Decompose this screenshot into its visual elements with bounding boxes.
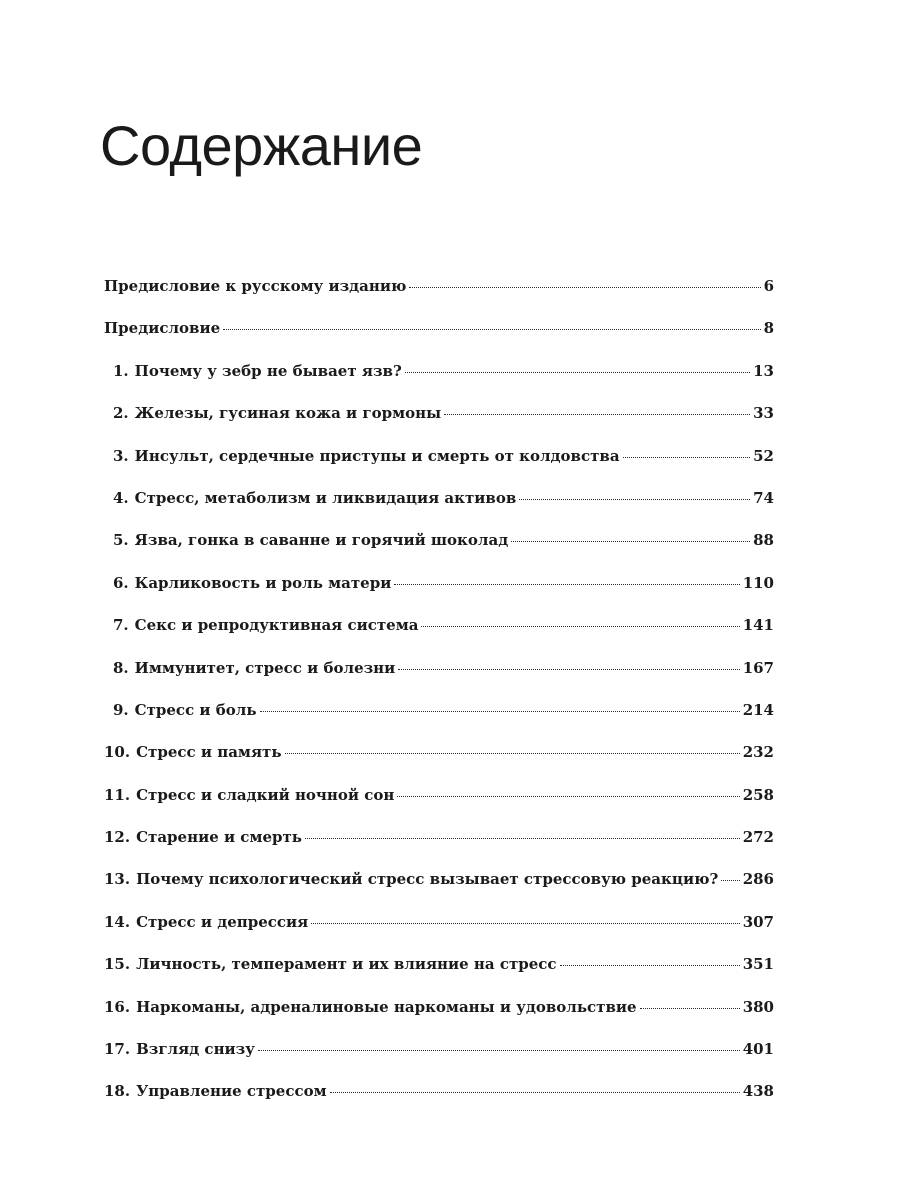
dot-leader [405,372,750,373]
toc-entry-page-number: 6 [763,277,774,295]
toc-entry-number: 11. [104,785,131,804]
toc-entry[interactable] [104,307,774,349]
toc-entry-title: Наркоманы, адреналиновые наркоманы и удовольствие [136,997,637,1016]
dot-leader [330,1092,740,1093]
toc-entry-title: Стресс и депрессия [136,912,309,931]
toc-entry-title: Инсульт, сердечные приступы и смерть от колдовства [134,446,620,465]
dot-leader [640,1008,740,1009]
toc-entry[interactable] [104,265,774,307]
toc-entry-title: Стресс и боль [134,700,257,719]
toc-entry[interactable] [104,435,774,477]
toc-entry[interactable] [104,901,774,943]
toc-entry-page-number: 380 [742,997,774,1016]
toc-entry-number: 13. [104,870,131,889]
toc-entry-page-number: 232 [742,743,774,762]
toc-entry-title: Почему психологический стресс вызывает стрессовую реакцию? [136,870,719,889]
dot-leader [398,669,739,670]
dot-leader [394,584,739,585]
toc-entry-number: 8. [113,658,129,677]
toc-entry-page-number: 307 [742,912,774,931]
toc-entry[interactable] [104,858,774,900]
toc-entry-number: 18. [104,1082,131,1101]
dot-leader [721,880,739,881]
toc-entry-page-number: 141 [742,616,774,635]
dot-leader [519,499,750,500]
toc-entry[interactable] [104,1070,774,1112]
toc-entry-page-number: 286 [742,870,774,889]
toc-entry-title: Предисловие [104,319,221,338]
toc-entry[interactable] [104,519,774,561]
toc-entry-number: 6. [113,573,129,592]
dot-leader [444,414,750,415]
toc-entry-number: 3. [113,446,129,465]
dot-leader [397,796,739,797]
toc-entry-title: Старение и смерть [136,828,302,847]
toc-entry[interactable] [104,731,774,773]
dot-leader [311,923,739,924]
dot-leader [223,329,760,330]
toc-entry-number: 17. [104,1040,131,1059]
toc-entry[interactable] [104,774,774,816]
toc-entry[interactable] [104,647,774,689]
toc-entry-number: 12. [104,828,131,847]
dot-leader [285,753,740,754]
toc-entry-title: Личность, темперамент и их влияние на стресс [136,955,557,974]
toc-entry-page-number: 401 [742,1040,774,1059]
toc-entry-page-number: 258 [742,785,774,804]
toc-entry-number: 9. [113,700,129,719]
toc-entry-title: Стресс и сладкий ночной сон [136,785,395,804]
toc-entry-page-number: 88 [753,531,774,550]
toc-entry[interactable] [104,1028,774,1070]
toc-entry[interactable] [104,816,774,858]
toc-entry-page-number: 438 [742,1082,774,1101]
toc-entry-number: 2. [113,404,129,423]
toc-entry-page-number: 272 [742,828,774,847]
toc-entry-title: Взгляд снизу [136,1040,255,1059]
toc-entry-page-number: 33 [753,404,774,423]
toc-entry-page-number: 8 [763,319,774,338]
dot-leader [623,457,751,458]
toc-entry[interactable] [104,689,774,731]
table-of-contents [104,265,774,1113]
dot-leader [260,711,740,712]
toc-entry-page-number: 167 [742,658,774,677]
toc-entry-number: 5. [113,531,129,550]
toc-entry-number: 16. [104,997,131,1016]
toc-entry-number: 14. [104,912,131,931]
toc-entry[interactable] [104,392,774,434]
toc-entry-title: Железы, гусиная кожа и гормоны [134,404,442,423]
dot-leader [560,965,740,966]
dot-leader [409,287,760,288]
toc-entry-title: Почему у зебр не бывает язв? [134,361,402,380]
toc-entry[interactable] [104,943,774,985]
toc-entry[interactable] [104,986,774,1028]
toc-entry-page-number: 110 [742,573,774,592]
toc-entry-title: Язва, гонка в саванне и горячий шоколад [134,531,509,550]
toc-entry-page-number: 214 [742,700,774,719]
dot-leader [258,1050,740,1051]
toc-entry-number: 15. [104,955,131,974]
toc-entry-title: Иммунитет, стресс и болезни [134,658,396,677]
toc-entry[interactable] [104,604,774,646]
toc-entry-page-number: 74 [753,488,774,507]
toc-entry-title: Стресс и память [136,743,282,762]
toc-entry-title: Секс и репродуктивная система [134,616,419,635]
toc-entry[interactable] [104,350,774,392]
toc-entry-title: Карликовость и роль матери [134,573,392,592]
dot-leader [511,541,750,542]
toc-entry-number: 4. [113,488,129,507]
toc-entry[interactable] [104,562,774,604]
toc-entry-page-number: 351 [742,955,774,974]
page-title: Содержание [100,114,423,177]
toc-entry-title: Стресс, метаболизм и ликвидация активов [134,488,517,507]
toc-entry-title: Предисловие к русскому изданию [104,277,407,295]
toc-entry-number: 7. [113,616,129,635]
toc-entry-page-number: 13 [753,361,774,380]
toc-entry-page-number: 52 [753,446,774,465]
toc-entry-number: 10. [104,743,131,762]
toc-entry-title: Управление стрессом [136,1082,327,1101]
dot-leader [421,626,739,627]
toc-entry-number: 1. [113,361,129,380]
dot-leader [305,838,740,839]
toc-entry[interactable] [104,477,774,519]
